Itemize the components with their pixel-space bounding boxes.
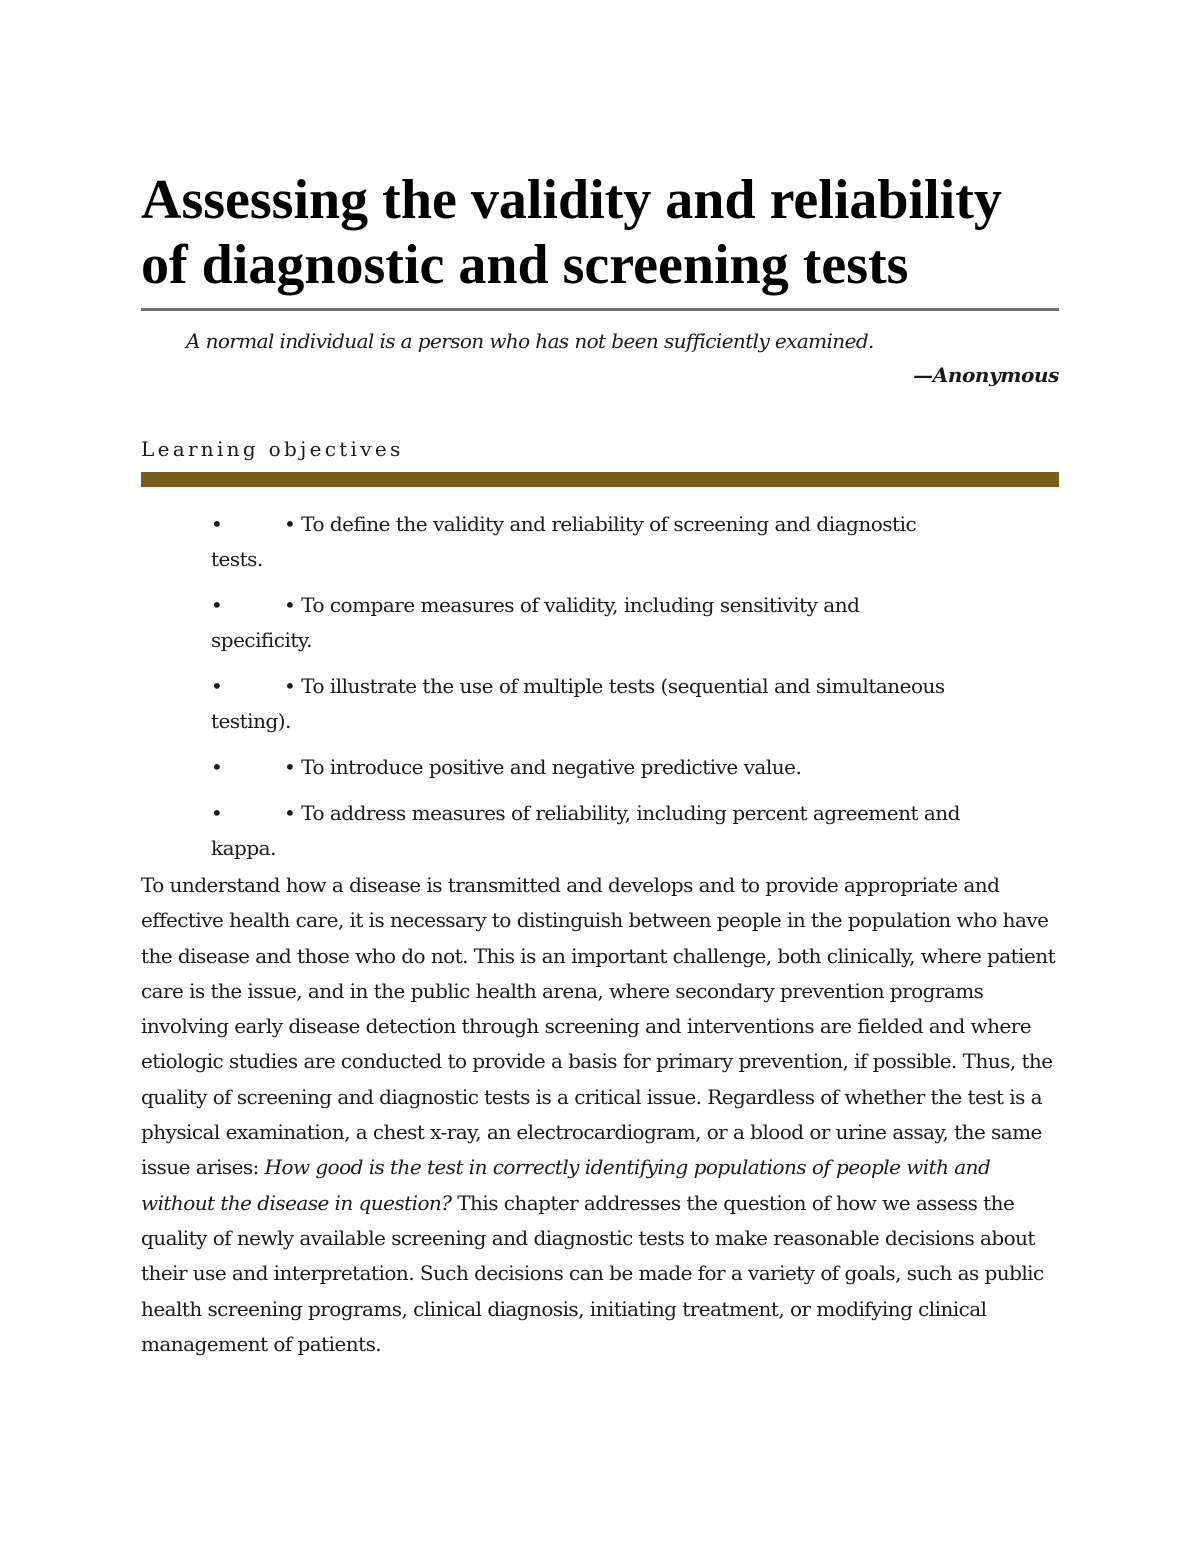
bullet-icon: • [211,593,223,617]
body-text-italic-question: How good is the test in correctly identifying populations of people with and without the disease in question? [141,1155,991,1215]
objective-text: • To illustrate the use of multiple tests (sequential and simultaneous [284,674,945,698]
title-divider [141,308,1059,311]
list-item [211,750,1059,785]
objective-text: • To compare measures of validity, including sensitivity and [284,593,860,617]
list-item [211,796,1059,866]
objective-text: • To address measures of reliability, including percent agreement and [284,801,960,825]
chapter-title [141,168,1059,298]
bullet-icon: • [211,755,223,779]
chapter-title-line-1: Assessing the validity and reliability [141,169,1002,231]
body-text-part-1: To understand how a disease is transmitted and develops and to provide appropriate and effective health care, it is necessary to distinguish between people in the population who have the disease and those who do not. This is an important challenge, both clinically, where patient care is the issue, and in the public health arena, where secondary prevention programs involving early disease detection through screening and interventions are fielded and where etiologic studies are conducted to provide a basis for primary prevention, if possible. Thus, the quality of screening and diagnostic tests is a critical issue. Regardless of whether the test is a physical examination, a chest x-ray, an electrocardiogram, or a blood or urine assay, the same issue arises: [141,873,1056,1180]
list-item [211,669,1059,739]
objective-text-continued: testing). [211,709,291,733]
bullet-icon: • [211,674,223,698]
epigraph [141,324,1059,392]
chapter-title-line-2: of diagnostic and screening tests [141,234,909,296]
body-text-part-2: This chapter addresses the question of how we assess the quality of newly available screening and diagnostic tests to make reasonable decisions about their use and interpretation. Such decisions can be made for a variety of goals, such as public health screening programs, clinical diagnosis, initiating treatment, or modifying clinical management of patients. [141,1190,1044,1356]
objectives-divider-bar [141,472,1059,487]
document-page [141,168,1059,1362]
objectives-list [141,507,1059,866]
epigraph-quote: A normal individual is a person who has not been sufficiently examined. [186,329,874,353]
bullet-icon: • [211,801,223,825]
bullet-icon: • [211,512,223,536]
objective-text-continued: specificity. [211,628,312,652]
objective-text-continued: tests. [211,547,263,571]
list-item [211,507,1059,577]
objective-text-continued: kappa. [211,836,276,860]
epigraph-attribution: —Anonymous [913,363,1059,387]
objectives-heading: Learning objectives [141,437,404,461]
objective-text: • To define the validity and reliability of screening and diagnostic [284,512,917,536]
objective-text: • To introduce positive and negative predictive value. [284,755,802,779]
list-item [211,588,1059,658]
body-paragraph [141,868,1059,1362]
